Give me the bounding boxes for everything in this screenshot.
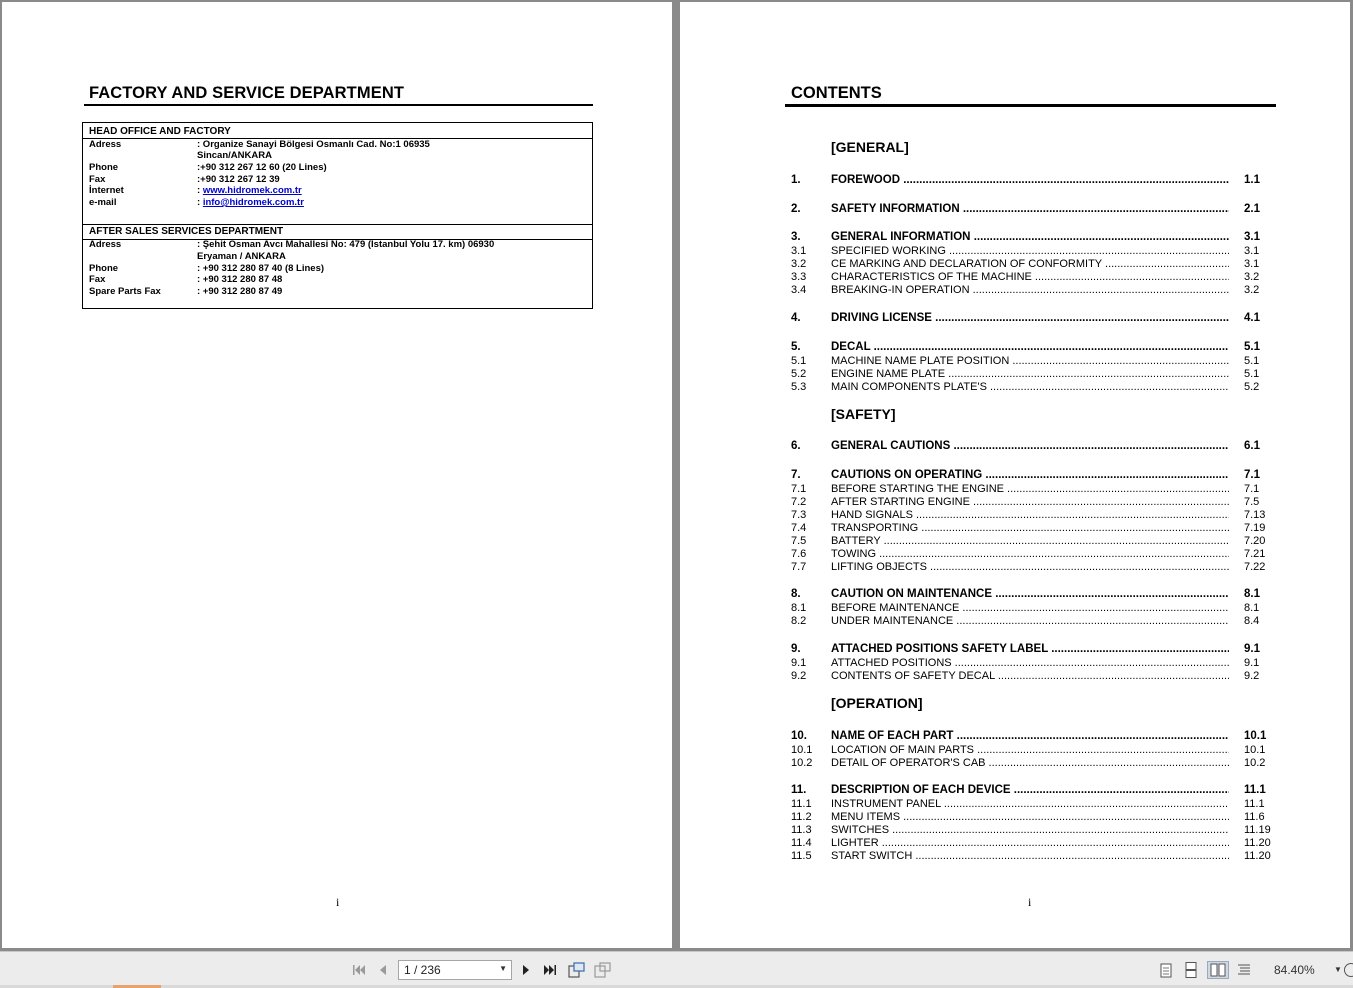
toc-entry-title: CHARACTERISTICS OF THE MACHINE ..... [831,271,1229,283]
chevron-down-icon[interactable]: ▼ [1334,965,1342,974]
toc-section-heading: [OPERATION] [831,695,923,711]
toc-entry-page: 8.1 [1244,602,1260,614]
toc-entry-number: 10.2 [791,757,813,769]
page-number: i [336,895,340,909]
continuous-view-icon[interactable] [1182,961,1200,979]
toc-entry-number: 10.1 [791,744,813,756]
toc-entry-page: 5.1 [1244,341,1260,353]
toc-entry[interactable] [791,561,1273,574]
toc-entry-number: 7.6 [791,548,807,560]
toc-entry-title: LOCATION OF MAIN PARTS ..... [831,744,1229,756]
toc-entry-page: 3.2 [1244,271,1260,283]
toc-entry-page: 7.22 [1244,561,1266,573]
contact-row: Adress : Organize Sanayi Bölgesi Osmanlı Cad. No:1 06935 [89,139,430,150]
toc-entry-number: 9.2 [791,670,807,682]
toc-entry-number: 7.1 [791,483,807,495]
toc-entry-page: 9.2 [1244,670,1260,682]
contact-row: Phone :+90 312 267 12 60 (20 Lines) [89,162,327,173]
toc-entry-page: 8.1 [1244,588,1260,600]
contact-row: e-mail : info@hidromek.com.tr [89,197,304,208]
toc-entry-title: NAME OF EACH PART ..... [831,730,1229,742]
toc-entry-page: 3.1 [1244,258,1260,270]
contact-row: İnternet : www.hidromek.com.tr [89,185,302,196]
toc-entry-number: 11.2 [791,811,812,823]
toc-entry-page: 2.1 [1244,203,1260,215]
first-page-icon[interactable] [350,961,368,979]
toc-entry-page: 7.13 [1244,509,1266,521]
toc-entry-page: 11.1 [1244,784,1266,796]
toc-entry-title: HAND SIGNALS ..... [831,509,1229,521]
title-underline [785,104,1276,107]
toc-entry[interactable] [791,757,1273,770]
contact-row: Phone : +90 312 280 87 40 (8 Lines) [89,263,325,274]
toc-entry-number: 2. [791,203,801,215]
contact-info-box [82,122,593,309]
website-link[interactable]: www.hidromek.com.tr [202,185,302,196]
toc-entry-title: SAFETY INFORMATION ..... [831,203,1229,215]
toc-entry-page: 10.2 [1244,757,1266,769]
after-sales-heading: AFTER SALES SERVICES DEPARTMENT [89,226,284,237]
toc-entry-title: CAUTIONS ON OPERATING ..... [831,469,1229,481]
toc-entry-number: 5. [791,341,801,353]
toc-entry-title: MAIN COMPONENTS PLATE'S ..... [831,381,1229,393]
toc-entry[interactable] [791,548,1273,561]
toc-entry-title: BATTERY ..... [831,535,1229,547]
toc-section-heading: [SAFETY] [831,406,896,422]
toc-entry-page: 3.2 [1244,284,1260,296]
toc-entry[interactable] [791,440,1273,453]
toc-entry-number: 11.5 [791,850,812,862]
contact-row: Sincan/ANKARA [197,150,272,161]
toc-entry[interactable] [791,643,1273,656]
toc-entry-number: 5.1 [791,355,807,367]
toc-entry-page: 11.20 [1244,850,1271,862]
toc-entry-number: 7.4 [791,522,807,534]
toc-entry-number: 3.2 [791,258,807,270]
chevron-down-icon[interactable]: ▼ [499,964,507,973]
contact-row: Fax : +90 312 280 87 48 [89,274,283,285]
toc-entry-title: CE MARKING AND DECLARATION OF CONFORMITY ..... [831,258,1229,270]
toc-entry[interactable] [791,174,1273,187]
toc-entry-page: 10.1 [1244,744,1266,756]
toc-entry[interactable] [791,784,1273,797]
toc-entry-page: 9.1 [1244,643,1260,655]
toc-entry[interactable] [791,850,1273,863]
toc-entry-title: SWITCHES ..... [831,824,1229,836]
toc-entry[interactable] [791,670,1273,683]
toc-entry-page: 7.1 [1244,469,1260,481]
toc-entry-number: 11.4 [791,837,812,849]
toc-entry[interactable] [791,798,1273,811]
toc-entry[interactable] [791,469,1273,482]
previous-page-icon[interactable] [375,961,391,979]
toc-entry-page: 11.6 [1244,811,1265,823]
toc-entry-title: GENERAL INFORMATION ..... [831,231,1229,243]
toc-entry-title: INSTRUMENT PANEL ..... [831,798,1229,810]
contact-row: Adress : Şehit Osman Avcı Mahallesi No: 479 (İstanbul Yolu 17. km) 06930 [89,239,495,250]
toc-entry-page: 5.1 [1244,355,1260,367]
toc-entry-number: 5.3 [791,381,807,393]
toc-entry-number: 3.1 [791,245,807,257]
page-number: i [1028,895,1032,909]
toc-entry[interactable] [791,730,1273,743]
email-link[interactable]: info@hidromek.com.tr [202,197,304,208]
toc-entry[interactable] [791,535,1273,548]
toc-entry-page: 5.1 [1244,368,1260,380]
document-page-left [2,2,672,948]
toc-entry[interactable] [791,284,1273,297]
toc-entry[interactable] [791,615,1273,628]
toc-entry-title: DECAL ..... [831,341,1229,353]
toc-entry-page: 7.5 [1244,496,1260,508]
toc-entry[interactable] [791,509,1273,522]
toc-entry[interactable] [791,258,1273,271]
toc-entry[interactable] [791,657,1273,670]
toc-entry-page: 11.1 [1244,798,1265,810]
toc-entry-number: 9. [791,643,801,655]
toc-entry-page: 8.4 [1244,615,1260,627]
toc-entry-number: 7. [791,469,801,481]
toc-entry-title: DETAIL OF OPERATOR'S CAB ..... [831,757,1229,769]
toc-entry-page: 1.1 [1244,174,1260,186]
contact-row: Spare Parts Fax : +90 312 280 87 49 [89,286,283,297]
toc-entry-title: FOREWOOD ..... [831,174,1229,186]
zoom-icon[interactable] [1344,963,1353,977]
toc-entry-number: 3.4 [791,284,807,296]
toc-entry-number: 7.3 [791,509,807,521]
toc-entry-title: ATTACHED POSITIONS ..... [831,657,1229,669]
toc-entry[interactable] [791,811,1273,824]
toc-entry-page: 3.1 [1244,245,1260,257]
toc-entry-title: AFTER STARTING ENGINE ..... [831,496,1229,508]
contact-row: Eryaman / ANKARA [197,251,286,262]
toc-entry[interactable] [791,522,1273,535]
two-page-view-icon[interactable] [1207,961,1229,979]
rotate-icon[interactable] [567,961,587,979]
toc-entry-page: 7.19 [1244,522,1266,534]
toc-entry-title: CONTENTS OF SAFETY DECAL ..... [831,670,1229,682]
toc-entry-title: TRANSPORTING ..... [831,522,1229,534]
toc-entry-page: 7.1 [1244,483,1260,495]
toc-entry-number: 7.5 [791,535,807,547]
toc-entry-page: 10.1 [1244,730,1267,742]
toc-entry-page: 3.1 [1244,231,1260,243]
toc-entry[interactable] [791,203,1273,216]
contact-row: Fax :+90 312 267 12 39 [89,174,280,185]
fit-icon[interactable] [593,961,613,979]
contents-title: CONTENTS [791,84,882,102]
toc-entry-page: 7.21 [1244,548,1266,560]
toc-entry[interactable] [791,355,1273,368]
toc-entry[interactable] [791,483,1273,496]
divider [83,224,592,225]
toc-entry-page: 5.2 [1244,381,1260,393]
next-page-icon[interactable] [518,961,534,979]
toc-entry-page: 6.1 [1244,440,1260,452]
toc-entry-number: 4. [791,312,801,324]
toc-entry-title: BREAKING-IN OPERATION ..... [831,284,1229,296]
single-page-view-icon[interactable] [1157,961,1175,979]
toc-entry[interactable] [791,245,1273,258]
last-page-icon[interactable] [541,961,559,979]
toc-entry-number: 1. [791,174,801,186]
toc-entry-number: 7.7 [791,561,807,573]
toc-entry[interactable] [791,271,1273,284]
toc-entry[interactable] [791,744,1273,757]
toc-entry[interactable] [791,824,1273,837]
toc-entry-title: ENGINE NAME PLATE ..... [831,368,1229,380]
toc-entry-number: 10. [791,730,807,742]
toc-entry[interactable] [791,837,1273,850]
toc-entry-number: 8.2 [791,615,807,627]
toc-entry[interactable] [791,588,1273,601]
toc-entry-number: 11.3 [791,824,812,836]
page-title: FACTORY AND SERVICE DEPARTMENT [89,84,405,102]
toc-entry-title: DRIVING LICENSE ..... [831,312,1229,324]
toc-entry-number: 9.1 [791,657,807,669]
toc-entry-page: 7.20 [1244,535,1266,547]
viewer-toolbar [0,951,1353,988]
toc-entry[interactable] [791,231,1273,244]
head-office-heading: HEAD OFFICE AND FACTORY [89,126,231,137]
outline-view-icon[interactable] [1235,961,1253,979]
toc-entry-title: LIFTING OBJECTS ..... [831,561,1229,573]
toc-entry-page: 4.1 [1244,312,1260,324]
toc-entry-title: BEFORE MAINTENANCE ..... [831,602,1229,614]
toc-entry-title: LIGHTER ..... [831,837,1229,849]
toc-entry-number: 11.1 [791,798,812,810]
toc-entry[interactable] [791,496,1273,509]
toc-entry-title: MENU ITEMS ..... [831,811,1229,823]
toc-entry[interactable] [791,381,1273,394]
toc-entry[interactable] [791,602,1273,615]
toc-entry-title: SPECIFIED WORKING ..... [831,245,1229,257]
toc-entry-title: TOWING ..... [831,548,1229,560]
toc-entry-title: MACHINE NAME PLATE POSITION ..... [831,355,1229,367]
toc-entry-title: DESCRIPTION OF EACH DEVICE ..... [831,784,1229,796]
toc-entry[interactable] [791,312,1273,325]
toc-entry-title: BEFORE STARTING THE ENGINE ..... [831,483,1229,495]
toc-entry-number: 8.1 [791,602,807,614]
toc-entry-title: CAUTION ON MAINTENANCE ..... [831,588,1229,600]
toc-entry-number: 6. [791,440,801,452]
toc-entry-number: 11. [791,784,807,796]
toc-entry[interactable] [791,368,1273,381]
toc-entry-number: 3.3 [791,271,807,283]
document-page-right [680,2,1350,948]
page-number-input[interactable]: 1 / 236 ▼ [398,960,512,980]
toc-entry-page: 11.20 [1244,837,1271,849]
toc-entry-number: 7.2 [791,496,807,508]
toc-entry-title: START SWITCH ..... [831,850,1229,862]
toc-entry-title: UNDER MAINTENANCE ..... [831,615,1229,627]
title-underline [84,104,593,106]
toc-entry-title: ATTACHED POSITIONS SAFETY LABEL ..... [831,643,1229,655]
zoom-level[interactable]: 84.40% [1274,963,1315,977]
toc-entry[interactable] [791,341,1273,354]
toc-entry-title: GENERAL CAUTIONS ..... [831,440,1229,452]
toc-entry-number: 5.2 [791,368,807,380]
toc-entry-page: 9.1 [1244,657,1260,669]
toc-entry-page: 11.19 [1244,824,1271,836]
toc-section-heading: [GENERAL] [831,139,909,155]
toc-entry-number: 8. [791,588,801,600]
toc-entry-number: 3. [791,231,801,243]
